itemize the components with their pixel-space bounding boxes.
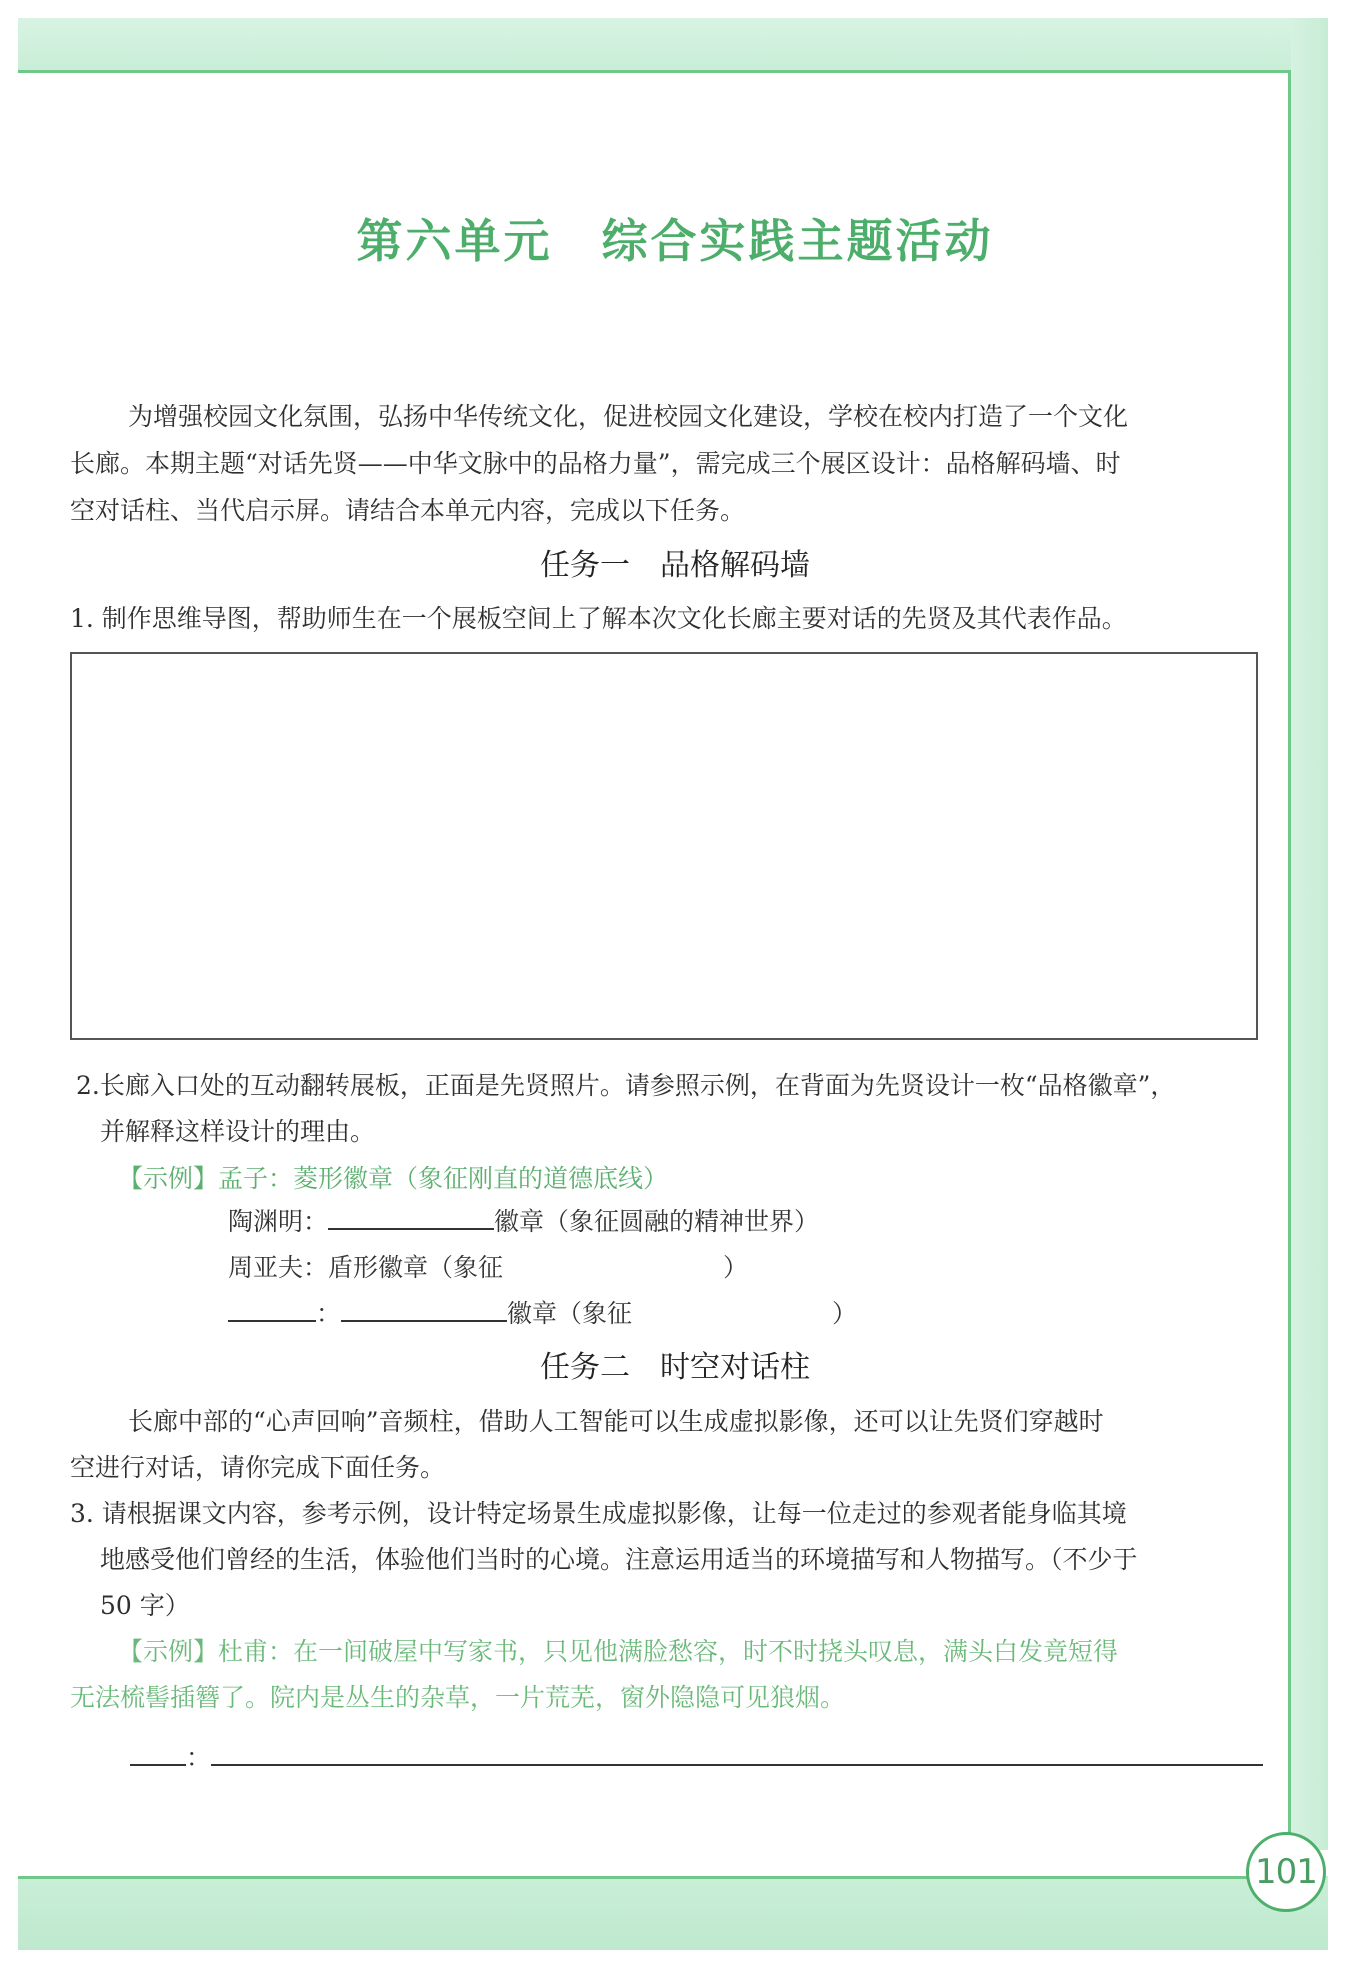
answer-text-blank[interactable] <box>211 1740 1263 1766</box>
question-2-line-1: 2.长廊入口处的互动翻转展板，正面是先贤照片。请参照示例，在背面为先贤设计一枚“品格徽章”， <box>76 1071 1176 1100</box>
badge-row-custom <box>228 1294 857 1334</box>
badge-row-tao-prefix: 陶渊明： <box>228 1207 329 1236</box>
badge-person-blank[interactable] <box>228 1296 316 1322</box>
intro-line-3: 空对话柱、当代启示屏。请结合本单元内容，完成以下任务。 <box>70 496 746 525</box>
badge-row-zhou-prefix: 周亚夫：盾形徽章（象征 <box>228 1253 504 1282</box>
intro-line-1: 为增强校园文化氛围，弘扬中华传统文化，促进校园文化建设，学校在校内打造了一个文化 <box>128 402 1129 431</box>
question-3-line-1: 3. 请根据课文内容，参考示例，设计特定场景生成虚拟影像，让每一位走过的参观者能身临其境 <box>70 1499 1127 1528</box>
right-green-band <box>1291 18 1328 1850</box>
unit-title: 第六单元 综合实践主题活动 <box>356 214 994 268</box>
question-2-line-2: 并解释这样设计的理由。 <box>100 1117 376 1146</box>
badge-row-custom-suffix: ） <box>832 1299 858 1328</box>
bottom-border-line <box>18 1876 1258 1879</box>
top-green-band <box>18 18 1328 70</box>
question-3-example-line-1: 【示例】杜甫：在一间破屋中写家书，只见他满脸愁容，时不时挠头叹息，满头白发竟短得 <box>118 1637 1119 1666</box>
question-3-answer-row <box>130 1738 1263 1778</box>
badge-row-zhou <box>228 1248 748 1288</box>
badge-shape-blank-custom[interactable] <box>341 1296 507 1322</box>
bottom-green-band <box>18 1876 1328 1950</box>
task1-title: 任务一 品格解码墙 <box>540 548 810 583</box>
badge-row-custom-colon: ： <box>316 1299 342 1328</box>
task2-title: 任务二 时空对话柱 <box>540 1350 810 1385</box>
badge-row-tao <box>228 1202 819 1242</box>
badge-row-custom-mid: 徽章（象征 <box>507 1299 633 1328</box>
badge-shape-blank-tao[interactable] <box>328 1204 494 1230</box>
answer-colon: ： <box>186 1743 212 1772</box>
task2-intro-line-2: 空进行对话，请你完成下面任务。 <box>70 1453 446 1482</box>
task2-intro-line-1: 长廊中部的“心声回响”音频柱，借助人工智能可以生成虚拟影像，还可以让先贤们穿越时 <box>128 1407 1104 1436</box>
question-3-line-2: 地感受他们曾经的生活，体验他们当时的心境。注意运用适当的环境描写和人物描写。（不少于 <box>100 1545 1138 1574</box>
badge-row-zhou-suffix: ） <box>723 1253 749 1282</box>
answer-person-blank[interactable] <box>130 1740 186 1766</box>
intro-line-2: 长廊。本期主题“对话先贤——中华文脉中的品格力量”，需完成三个展区设计：品格解码墙、时 <box>70 449 1121 478</box>
mind-map-answer-area[interactable] <box>70 652 1258 1040</box>
question-3-line-3: 50 字） <box>100 1591 190 1620</box>
page-number: 101 <box>1246 1832 1326 1912</box>
right-border-line <box>1288 70 1291 1850</box>
question-1: 1. 制作思维导图，帮助师生在一个展板空间上了解本次文化长廊主要对话的先贤及其代表作品。 <box>70 604 1127 633</box>
top-border-line <box>18 70 1290 73</box>
badge-row-tao-suffix: 徽章（象征圆融的精神世界） <box>494 1207 820 1236</box>
question-2-example: 【示例】孟子：菱形徽章（象征刚直的道德底线） <box>118 1164 669 1193</box>
question-3-example-line-2: 无法梳髻插簪了。院内是丛生的杂草，一片荒芜，窗外隐隐可见狼烟。 <box>70 1683 846 1712</box>
